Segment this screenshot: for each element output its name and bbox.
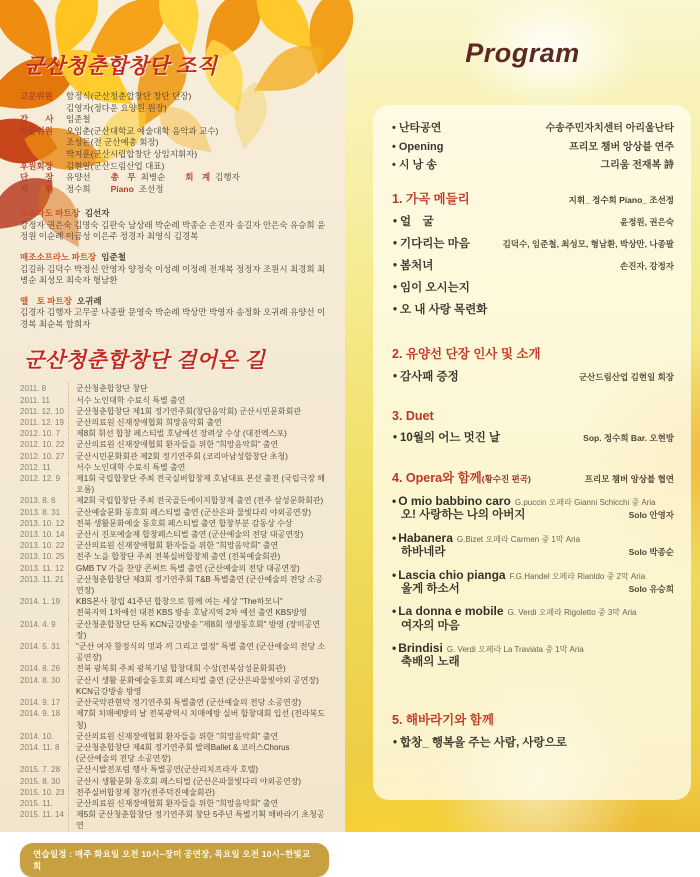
history-date: 2012. 11 <box>20 462 51 472</box>
performers: 손진자, 강정자 <box>620 261 674 271</box>
opera-note: F.G.Handel 오페라 Rianldo 중 2막 Aria <box>509 571 646 581</box>
history-date: 2015. 8. 30 <box>20 776 61 786</box>
choir-part <box>20 296 329 331</box>
org-person-line: 오임춘(군산대학교 예술대학 음악과 교수) <box>66 125 219 136</box>
history-row <box>20 462 329 473</box>
org-row <box>20 91 329 114</box>
program-section <box>392 409 674 445</box>
org-role-label: 회 계 <box>185 172 211 183</box>
history-row <box>20 518 329 529</box>
history-desc <box>68 406 329 417</box>
history-line: 군산국악관현악 정기연주회 특별출연 (군산예술의 전당 소공연장) <box>76 698 302 708</box>
organization-list <box>20 91 329 195</box>
opera-subtitle: 하바네라 <box>401 546 446 559</box>
program-sections <box>392 189 674 750</box>
org-role-label: 자문위원 <box>20 125 53 136</box>
org-person-name: 최병순 <box>140 172 166 183</box>
history-line: 군산의료원 신재장애협회 환자들을 위한 "희망음악회" 출연 <box>76 440 279 450</box>
history-line: GMB TV 가을 찬양 콘써트 특별 출연 (군산예술의 전당 대공연장) <box>76 563 300 573</box>
org-pairs-row <box>20 184 183 196</box>
song-title: • 기다리는 마음 <box>393 235 470 251</box>
history-line: 서수 노인대학 수료식 특별 출연 <box>76 395 186 405</box>
part-members: 김경자 김행자 고무공 나종팔 문영숙 박순례 박상만 박영자 송정화 오귀례 유양선 이경복 최순복 함희자 <box>20 307 326 329</box>
org-role-label: 후원회장 <box>20 160 53 171</box>
part-leader: 김선자 <box>84 208 110 219</box>
history-date: 2011. 11 <box>20 395 50 405</box>
history-row <box>20 439 329 450</box>
program-item <box>392 235 674 251</box>
history-line: 군산청춘합창단 단독 KCN금강방송 "제8회 생생동호회" 방영 (장미공연장) <box>76 619 320 640</box>
history-desc <box>68 428 329 439</box>
history-date: 2015. 11. <box>20 798 53 808</box>
history-row <box>20 663 329 674</box>
history-row <box>20 417 329 428</box>
org-person-line: 함정식(군산청춘합창단 창단 단장) <box>66 91 192 101</box>
history-line: 제8회 휘선 합창 페스티벌 호남예선 장려상 수상 (대전엑스포) <box>76 429 287 439</box>
history-date: 2012. 10. 27 <box>20 451 65 461</box>
page-left <box>0 0 345 871</box>
opera-subtitle-row <box>392 508 674 522</box>
org-row <box>20 184 329 196</box>
opera-item <box>392 568 674 597</box>
history-desc <box>68 708 329 730</box>
history-line: 제2회 국립합창단 주최 전국골든에이지합창제 출연 (전주 삼성문화회관) <box>76 496 324 506</box>
history-desc <box>68 495 329 506</box>
history-row <box>20 787 329 798</box>
section-title: 5. 해바라기와 함께 <box>392 712 494 727</box>
program-section <box>392 344 674 384</box>
song-title: • 봄처녀 <box>393 257 433 273</box>
opera-title: • O mio babbino caro G.puccin 오페라 Gianni Schicchi 중 Aria <box>392 494 674 508</box>
history-desc <box>68 551 329 562</box>
history-date: 2014. 9. 17 <box>20 698 61 708</box>
program-item <box>392 429 674 445</box>
history-date: 2012. 10. 22 <box>20 440 65 450</box>
history-row <box>20 675 329 697</box>
history-date: 2011. 12. 19 <box>20 418 64 428</box>
history-row <box>20 473 329 495</box>
history-date: 2015. 7. 28 <box>20 765 61 775</box>
history-line: 군산예술문화 동호회 페스티벌 출연 (군산은파 물빛다리 야외공연장) <box>76 507 312 517</box>
history-line: "군산 여자 함정식의 멋과 끼 그리고 열정" 특별 출연 (군산예술의 전당 소공연장) <box>76 642 326 663</box>
history-desc <box>68 563 329 574</box>
history-row <box>20 540 329 551</box>
history-line: (군산예술의 전당 소공연장) <box>76 754 171 764</box>
org-role-label: 고문위원 <box>20 91 53 101</box>
opera-title: • La donna e mobile G. Verdi 오페라 Rigoletto 중 3막 Aria <box>392 604 674 618</box>
history-date: 2013. 10. 22 <box>20 541 65 551</box>
program-section <box>392 710 674 750</box>
history-date: 2013. 10. 14 <box>20 530 65 540</box>
history-date: 2013. 10. 25 <box>20 552 65 562</box>
history-line: 군산시민문화회관 제2회 정기연주회 (코리아남성합창단 초청) <box>76 451 288 461</box>
section-title: 4. Opera와 함께(황수진 편곡) <box>392 471 531 485</box>
org-row <box>20 172 329 184</box>
opera-subtitle-row <box>392 655 674 669</box>
history-row <box>20 428 329 439</box>
org-role-label: 감 사 <box>20 114 54 125</box>
history-line: 군산의료원 신재장애협회 환자들을 위한 "희망음악회" 출연 <box>76 731 279 741</box>
program-item <box>392 279 674 295</box>
part-title: 소프라도 파트장 <box>20 208 80 219</box>
history-line: 군산의료원 신재장애협회 희망음악회 출연 <box>76 418 222 428</box>
performers: 윤정원, 권은숙 <box>620 217 674 227</box>
org-person-name: 정수희 <box>66 183 91 194</box>
section-title: 2. 유양선 단장 인사 및 소개 <box>392 347 541 361</box>
history-line: 군산청춘합창단 제1회 정기연주회(창단음악회) 군산시민문화회관 <box>76 406 302 416</box>
history-list <box>20 383 329 831</box>
history-row <box>20 495 329 506</box>
program-panel <box>373 105 691 800</box>
history-row <box>20 596 329 618</box>
opera-note: G. Verdi 오페라 Rigoletto 중 3막 Aria <box>507 608 637 618</box>
history-row <box>20 507 329 518</box>
history-title: 군산청춘합창단 걸어온 길 <box>24 349 266 373</box>
history-desc <box>68 787 329 798</box>
org-person-name: 유양선 <box>66 172 91 183</box>
performers: Sop. 정수희 Bar. 오현방 <box>583 433 674 443</box>
history-date: 2014. 8. 26 <box>20 664 61 674</box>
pre-item-value: 그리움 전재복 詩 <box>600 160 674 171</box>
program-item <box>392 213 674 229</box>
history-desc <box>68 776 329 787</box>
history-date: 2011. 8 <box>20 384 47 394</box>
opera-subtitle: 오! 사랑하는 나의 아버지 <box>401 509 526 522</box>
history-desc <box>68 473 329 495</box>
program-pre-item <box>392 156 674 172</box>
history-date: 2013. 10. 12 <box>20 518 65 528</box>
song-title: • 얼 굴 <box>393 213 434 229</box>
program-pre-items <box>392 119 674 172</box>
org-role-values <box>66 161 164 173</box>
history-row <box>20 708 329 730</box>
performers: 군산드림산업 김현일 회장 <box>578 372 674 382</box>
history-desc <box>68 417 329 428</box>
history-line: 서수 노인대학 수료식 특별 출연 <box>76 462 186 472</box>
org-role-values <box>66 126 218 161</box>
history-desc <box>68 529 329 540</box>
history-line: 군산청춘합창단 제4회 정기연주회 발레Ballet & 코러스Chorus <box>76 742 290 752</box>
history-date: 2012. 12. 9 <box>20 474 61 484</box>
history-desc <box>68 518 329 529</box>
pre-item-label: • Opening <box>392 141 443 153</box>
history-date: 2014. 8. 30 <box>20 675 61 685</box>
opera-subtitle: 축배의 노래 <box>401 656 460 669</box>
org-person-line: 김현일(군산드림산업 대표) <box>66 160 165 171</box>
page-right <box>345 0 700 832</box>
history-line: 군산청춘합창단 제3회 정기연주회 T&B 특별출연 (군산예술의 전당 소공연장) <box>76 574 323 596</box>
part-title: 매조소프라노 파트장 <box>20 252 97 263</box>
section-right-note: 프리모 챔버 앙상블 협연 <box>584 474 674 484</box>
history-desc <box>68 383 329 394</box>
history-row <box>20 776 329 787</box>
opera-subtitle-row <box>392 582 674 596</box>
program-section <box>392 468 674 670</box>
history-row <box>20 731 329 742</box>
history-line: 군산청춘합창단 창단 <box>76 384 148 394</box>
opera-item <box>392 604 674 633</box>
org-person-line: 조성돈(전 군산예총 회장) <box>66 137 159 148</box>
org-role-label: 지 휘 <box>20 183 54 194</box>
program-section <box>392 189 674 317</box>
history-desc <box>68 663 329 674</box>
opera-subtitle: 여자의 마음 <box>401 619 460 632</box>
org-person-line: 박지훈(군산시립합창단 상임지휘자) <box>66 148 198 159</box>
history-desc <box>68 596 329 618</box>
left-page-content <box>0 50 345 877</box>
pre-item-label: • 시 낭 송 <box>392 156 437 172</box>
opera-subtitle-row <box>392 619 674 633</box>
history-row <box>20 563 329 574</box>
history-line: 군산의료원 신재장애협회 환자들을 위한 "희망음악회" 출연 <box>76 798 279 808</box>
history-date: 2014. 11. 8 <box>20 742 60 752</box>
performers: Solo 박종순 <box>628 547 674 558</box>
performers: 김덕수, 임준철, 최성모, 형남환, 박상만, 나종팔 <box>502 239 674 249</box>
history-desc <box>68 540 329 551</box>
program-title: Program <box>465 38 580 68</box>
history-line: 군산시 진포예술제 합창페스티벌 출연 (군산예술의 전당 대공연장) <box>76 530 304 540</box>
history-row <box>20 798 329 809</box>
part-members: 강정자 권은숙 김명숙 김판숙 남상래 박순례 박종순 손진자 송길자 안은숙 유승희 윤정원 이순례 이금성 이은주 정경자 최영식 김경복 <box>20 219 326 242</box>
section-title: 3. Duet <box>392 409 434 423</box>
program-item <box>392 368 674 384</box>
program-pre-item <box>392 138 674 153</box>
history-row <box>20 641 329 663</box>
history-date: 2012. 10. 7 <box>20 429 61 439</box>
song-title: • 10월의 어느 멋진 날 <box>393 429 500 445</box>
history-desc <box>68 619 329 641</box>
opera-title: • Brindisi G. Verdi 오페라 La Traviata 중 1막 Aria <box>392 641 674 655</box>
history-row <box>20 742 329 764</box>
section-note: (황수진 편곡) <box>481 474 531 484</box>
program-item <box>392 257 674 273</box>
history-line: 제7회 치매예방의 날 전북광역시 치매예방 실버 합창대회 입선 (전라북도청) <box>76 709 326 730</box>
history-desc <box>68 675 329 697</box>
history-desc <box>68 641 329 663</box>
org-person-line: 임준철 <box>66 114 91 125</box>
org-row <box>20 126 329 161</box>
history-date: 2014. 5. 31 <box>20 642 61 652</box>
history-date: 2015. 10. 23 <box>20 787 65 797</box>
history-row <box>20 574 329 596</box>
history-row <box>20 809 329 831</box>
history-row <box>20 451 329 462</box>
history-line: KBS본사 창립 41주년 합창으로 함께 여는 세상 "The하모니" <box>76 597 283 607</box>
history-row <box>20 619 329 641</box>
history-desc <box>68 764 329 775</box>
pre-item-label: • 난타공연 <box>392 119 441 135</box>
opera-subtitle: 울게 하소서 <box>401 582 460 595</box>
history-date: 2014. 1. 19 <box>20 597 61 607</box>
history-desc <box>68 742 329 764</box>
history-row <box>20 764 329 775</box>
part-header <box>20 208 329 220</box>
history-desc <box>68 439 329 450</box>
history-desc <box>68 507 329 518</box>
org-person-line: 김영자(정다운 요양원 원장) <box>66 102 167 113</box>
history-line: 제5회 군산청춘합창단 정기연주회 창단 5주년 특별기획 해바라기 초청공연 <box>76 810 325 831</box>
part-header <box>20 252 329 264</box>
org-role-label: 총 무 <box>110 172 136 183</box>
history-line: 군산시 생활 문화예술동호회 페스티벌 출연 (군산은파물빛야외 공연장) <box>76 675 319 685</box>
organization-title: 군산청춘합창단 조직 <box>24 55 218 78</box>
section-right-note: 지휘_ 정수희 Piano_ 조선정 <box>568 195 674 205</box>
song-title: • 감사패 증정 <box>393 368 459 384</box>
history-row <box>20 395 329 406</box>
history-row <box>20 383 329 394</box>
org-role-values <box>66 114 91 126</box>
org-pairs-row <box>20 172 260 184</box>
song-title: • 오 내 사랑 목련화 <box>393 301 487 317</box>
history-line: 전북 생활문화예술 동호회 페스티벌 출연 합창부분 감동상 수상 <box>76 518 293 528</box>
program-pre-item <box>392 119 674 135</box>
history-date: 2014. 10. <box>20 731 54 741</box>
history-row <box>20 529 329 540</box>
part-title: 앨 토 파트장 <box>20 295 72 306</box>
history-row <box>20 551 329 562</box>
history-desc <box>68 395 329 406</box>
song-title: • 합창_ 행복을 주는 사람, 사랑으로 <box>393 734 567 750</box>
history-line: KCN금강방송 방영 <box>76 686 142 696</box>
opera-title: • Lascia chio pianga F.G.Handel 오페라 Rianldo 중 2막 Aria <box>392 568 674 582</box>
part-header <box>20 296 329 308</box>
choir-part <box>20 252 329 287</box>
history-desc <box>68 798 329 809</box>
section-header <box>392 710 674 728</box>
history-line: 군산의료원 신재장애협회 환자들을 위한 "희망음악회" 출연 <box>76 541 279 551</box>
section-header <box>392 344 674 362</box>
history-row <box>20 697 329 708</box>
opera-note: G.Bizet 오페라 Carmen 중 1막 Aria <box>456 534 581 544</box>
history-desc <box>68 809 329 831</box>
song-title: • 임이 오시는지 <box>393 279 470 295</box>
org-person-name: 조선정 <box>138 183 164 194</box>
part-members: 김길하 김덕수 박정신 안영자 양정숙 이성례 이정례 전재복 정정자 조원시 최경희 최병순 최성모 최숙자 형남환 <box>20 263 326 286</box>
opera-subtitle-row <box>392 545 674 559</box>
history-date: 2011. 12. 10 <box>20 406 64 416</box>
program-item <box>392 734 674 750</box>
choir-parts-list <box>20 208 329 330</box>
history-line: 군산시 생활문화 동호회 페스티벌 (군산은파물빛다리 야외공연장) <box>76 776 302 786</box>
history-date: 2015. 11. 14 <box>20 810 64 820</box>
opera-note: G. Verdi 오페라 La Traviata 중 1막 Aria <box>446 645 584 655</box>
part-leader: 임준철 <box>101 252 126 263</box>
opera-item <box>392 531 674 560</box>
choir-part <box>20 208 329 243</box>
org-person-name: 김행자 <box>215 172 240 183</box>
section-header <box>392 189 674 207</box>
history-line: 전북 광복회 주최 광복기념 합창대회 수상(전북삼성문화회관) <box>76 664 286 674</box>
opera-item <box>392 641 674 670</box>
history-desc <box>68 462 329 473</box>
opera-item <box>392 494 674 523</box>
opera-title: • Habanera G.Bizet 오페라 Carmen 중 1막 Aria <box>392 531 674 545</box>
performers: Solo 유승희 <box>628 583 674 594</box>
history-desc <box>68 574 329 596</box>
org-row <box>20 114 329 126</box>
section-header <box>392 409 674 423</box>
part-leader: 오귀례 <box>76 295 102 306</box>
history-date: 2014. 4. 9 <box>20 619 56 629</box>
history-date: 2013. 8. 6 <box>20 496 56 506</box>
history-row <box>20 406 329 417</box>
org-role-label: 단 장 <box>20 172 54 183</box>
practice-schedule-badge: 연습일정 : 매주 화요일 오전 10시~장미 공연장, 목요일 오전 10시~한빛교회 <box>20 843 329 877</box>
history-line: 제1회 국립합창단 주최 전국실버합창제 호남대표 본선 출전 (국립극장 해오름) <box>76 474 326 495</box>
section-header <box>392 468 674 486</box>
history-desc <box>68 731 329 742</box>
org-row <box>20 161 329 173</box>
program-item <box>392 301 674 317</box>
history-desc <box>68 697 329 708</box>
opera-note: G.puccin 오페라 Gianni Schicchi 중 Aria <box>514 498 656 507</box>
history-date: 2013. 11. 21 <box>20 574 64 584</box>
section-title: 1. 가곡 메들리 <box>392 192 470 206</box>
org-role-values <box>66 91 191 114</box>
history-line: 전주 노을 합창단 주최 전북실버합창제 출연 (전북예술회관) <box>76 552 281 562</box>
pre-item-value: 수송주민자치센터 아리울난타 <box>545 123 674 134</box>
history-line: 전주실버합창제 참가(전주덕진예술회관) <box>76 787 215 797</box>
history-date: 2014. 9. 18 <box>20 709 61 719</box>
history-desc <box>68 451 329 462</box>
performers: Solo 안영자 <box>628 510 674 521</box>
history-date: 2013. 11. 12 <box>20 563 64 573</box>
org-role-label: Piano <box>110 183 134 194</box>
history-date: 2013. 8. 31 <box>20 507 61 517</box>
history-line: 전북지역 1차예선 대전 KBS 방송 호남지역 2차 예선 출연 KBS방영 <box>76 608 307 618</box>
history-line: 군산시발전포럼 행사 특별공연(군산리치프라자 호텔) <box>76 765 259 775</box>
pre-item-value: 프리모 챔버 앙상블 연주 <box>569 142 674 153</box>
